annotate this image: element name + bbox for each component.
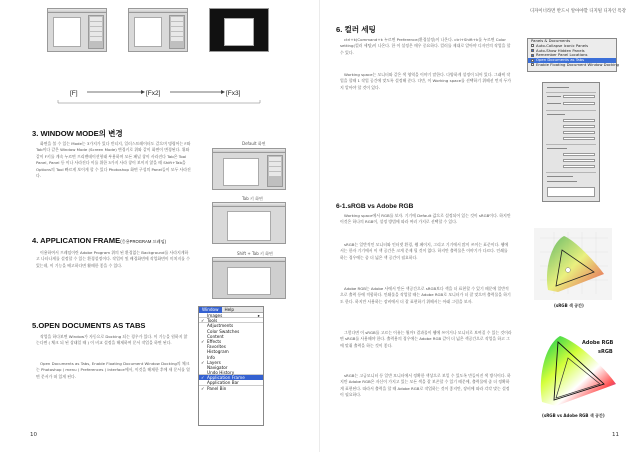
shot-canvas bbox=[227, 267, 271, 295]
menu-help[interactable]: Help bbox=[224, 307, 235, 312]
dialog-description-box bbox=[547, 187, 595, 197]
dialog-field bbox=[563, 159, 595, 162]
thumbnail-canvas bbox=[224, 18, 254, 46]
shot-canvas bbox=[223, 158, 259, 186]
menu-item-label: Favorites bbox=[207, 344, 226, 350]
thumbnail-menubar bbox=[129, 9, 187, 13]
section-5-title: 5.OPEN DOCUMENTS AS TABS bbox=[32, 321, 146, 330]
dialog-field bbox=[563, 137, 595, 140]
screen-mode-fullscreen-thumbnail bbox=[209, 8, 269, 52]
pref-label: Auto-Show Hidden Panels bbox=[536, 47, 585, 53]
right-page bbox=[320, 0, 640, 452]
shot-menubar bbox=[213, 258, 285, 262]
thumbnail-panels bbox=[88, 15, 104, 49]
screen-mode-fullscreen-menu-thumbnail bbox=[128, 8, 188, 52]
key-fx2-label: [Fx2] bbox=[146, 90, 161, 97]
menu-item-label: Application Bar bbox=[207, 380, 239, 386]
tab-screen-shot bbox=[212, 202, 286, 244]
dialog-field bbox=[563, 119, 595, 122]
dialog-label bbox=[547, 114, 565, 115]
shift-tab-screen-label: Shift + Tab 키 화면 bbox=[237, 251, 273, 256]
tab-screen-label: Tab 키 화면 bbox=[242, 196, 263, 201]
dialog-field bbox=[563, 125, 595, 128]
menu-item-label: Color Swatches bbox=[207, 328, 240, 334]
section-6-1-title: 6-1.sRGB vs Adobe RGB bbox=[336, 203, 414, 210]
pref-checkbox[interactable] bbox=[531, 59, 534, 62]
srgb-gamut-diagram bbox=[534, 228, 612, 300]
section-4-title-text: 4. APPLICATION FRAME bbox=[32, 236, 121, 245]
section-3-body: 화면을 볼 수 있는 Mode는 3가지가 있다 빈티지, 일러스트레이터도 같으며 명령어는 F와 Tab이다 같은 Window Mode (Screen Mode) 변경키로 위와 같이 화면이 변경된다. 위와 같이 F키를 계속 누르면 프리젠테이션형태 부용하며 모든 패널 창이 사라진다 Tab은 Tool Panel, Panel 등 이나 사라진다 이를 위한 3가지 사라 창이 보이지 않을 때 Shift+Tab을 Options의 Tool 빠르게 보이게 할 수 있다 Photoshop 화면 구성의 Panel들이 모두 사라진다. bbox=[36, 141, 191, 179]
menu-item-label: Application Frame bbox=[207, 375, 245, 381]
dialog-label bbox=[547, 148, 567, 149]
checkmark-icon: ✓ bbox=[201, 318, 205, 324]
section-3-title: 3. WINDOW MODE의 변경 bbox=[32, 129, 123, 138]
dialog-field bbox=[563, 153, 595, 156]
pref-checkbox[interactable] bbox=[531, 49, 534, 52]
pref-checkbox[interactable] bbox=[531, 44, 534, 47]
pref-label: Enable Floating Document Window Docking bbox=[536, 61, 620, 67]
dialog-label bbox=[547, 96, 561, 97]
menu-item-label: Effects bbox=[207, 338, 222, 344]
color-settings-screenshot bbox=[542, 82, 600, 202]
menu-item-label: Layers bbox=[207, 359, 221, 365]
pref-label: Open Documents as Tabs bbox=[536, 57, 585, 63]
section-4-title bbox=[32, 236, 166, 245]
pref-label: Remember Panel Locations bbox=[536, 52, 588, 58]
menu-item-label: Info bbox=[207, 354, 215, 360]
pref-label: Panels & Documents bbox=[531, 38, 571, 43]
checkmark-icon: ✓ bbox=[201, 338, 205, 344]
section-5-body-2: Open Documents as Tabs, Enable Floating Document Window Docking의 체크는 Photoshop ( menu ) Preferences ( Interface에서, 이것을 해제한 후에 새 문서를 열면 문서가 떠 있게 된다. bbox=[36, 361, 190, 379]
shot-menubar bbox=[213, 149, 285, 153]
section-6-1-body-2: sRGB는 일반적인 모니터와 인터넷 환경, 웹 페이지, 그리고 기기에서 많이 쓰이는 표준이다. 웹에서는 한자 기기에서 이 색 공간은 크게 문제 될 것이 없다. 하지만 출력물은 이야기가 다르다. 인쇄를 하는 경우에는 좀 더 넓은 색 공간이 필요하다. bbox=[340, 242, 509, 260]
dialog-divider bbox=[546, 92, 596, 93]
dialog-field bbox=[563, 131, 595, 134]
section-6-1-body-1: Working space에서 RGB를 보자. 기기에 Default 값으로 설정되어 있는 것이 sRGB이다. 하지만 이것은 하나의 RGB이, 설정 방법에 따라 여러 가지로 선택할 수 있다. bbox=[340, 213, 511, 225]
interface-preferences-screenshot bbox=[527, 38, 620, 72]
right-page-number: 11 bbox=[612, 432, 619, 438]
menu-item-label: Images bbox=[207, 313, 223, 318]
pref-label: Auto-Collapse Iconic Panels bbox=[536, 42, 589, 48]
menu-window[interactable]: Window bbox=[199, 307, 222, 313]
pref-checkbox[interactable] bbox=[531, 63, 534, 66]
dialog-divider bbox=[546, 172, 596, 173]
section-6-1-body-3: Adobe RGB는 Adobe 사에서 만든 색공간으로 sRGB보다 색을 더 표현할 수 있기 때문에 일반적으로 출력 등에 적합하다. 인쇄물을 작업할 때는 Adobe RGB로 모니터가 더 잘 맞으며 출력물을 하기도 한다. 하지만 사용하는 장비에서 더 잘 표현하기 위해서는 아래 그림을 보자. bbox=[340, 286, 511, 304]
thumbnail-panels bbox=[169, 15, 185, 49]
dialog-label bbox=[547, 103, 561, 104]
checkmark-icon: ✓ bbox=[201, 359, 205, 365]
menu-item-label: Undo History bbox=[207, 370, 235, 376]
spectral-locus bbox=[541, 336, 616, 406]
default-screen-shot bbox=[212, 148, 286, 190]
section-6-body-2: Working space는 모니터와 같은 색 영역을 이야기 말한다. 다양하게 설정이 되어 있다. 그래픽 작업을 할때 1 작업 공간에 맞도록 설정해 준다. 다만, 이 Working space를 선택하기 위해선 먼저 두가지 알아야 할 것이 있다. bbox=[340, 72, 512, 90]
pref-row-enable-floating-document-window-docking[interactable] bbox=[528, 61, 620, 68]
checkmark-icon: ✓ bbox=[201, 375, 205, 381]
submenu-arrow-icon: ▸ bbox=[257, 313, 260, 318]
window-menu-items bbox=[199, 313, 263, 391]
thumbnail-canvas bbox=[53, 17, 81, 47]
section-6-title: 6. 컬러 세팅 bbox=[336, 25, 376, 34]
dialog-field bbox=[563, 165, 595, 168]
dialog-label bbox=[547, 181, 577, 182]
section-6-1-body-4: 그렇다면 이 sRGB를 고르는 이유는 뭘까? 결과물이 웹에 쓰이거나 모니터로 보여질 수 있는 것이라면 sRGB를 사용해야 한다. 출력용의 경우에는 Adobe RGB 같이 더 넓은 색공간으로 작업을 하고 그에 맞춰 출력을 하는 것이 좋다. bbox=[340, 330, 512, 348]
srgb-label: sRGB bbox=[598, 349, 613, 355]
menu-item-label: Histogram bbox=[207, 349, 229, 355]
section-4-body: 이용하여서 프레임이란 Adobe Program 위의 된 환경없는 Background를 사라지게하고 나타나게를 설정할 수 있는 환경설정이다. 작업이 및 배경화면에 작업화면이 미치지를 수 있는데, 이 기능을 배고하다면 활때한 좋을 수 있다. bbox=[36, 250, 190, 268]
menu-item-label: Content bbox=[207, 333, 224, 339]
menu-item-label: Adjustments bbox=[207, 323, 234, 329]
white-point bbox=[566, 268, 571, 273]
thumbnail-canvas bbox=[134, 17, 162, 47]
menu-item-panel-bin[interactable] bbox=[199, 386, 263, 391]
menu-item-label: Panel Bin bbox=[207, 385, 227, 391]
shot-panels bbox=[267, 155, 283, 187]
key-f-label: [F] bbox=[70, 90, 78, 97]
default-screen-label: Default 화면 bbox=[242, 141, 266, 146]
screen-mode-standard-thumbnail bbox=[47, 8, 107, 52]
section-6-1-body-5: sRGB는 고급모니터 등 일반 모니터에서 정확한 색상으로 보일 수 있도록 만들어진 색 방식이다. 하지만 Adobe RGB은 자신이 가지고 있는 모든 색을 잘 보존할 수 있기 때문에, 출력물에 좀 더 정확하게 표현된다. 따라서 출력을 할 때 Adobe RGB로 작업하는 것이 좋지만, 장비에 따라 각각 맞는 설정이 필요하다. bbox=[340, 373, 511, 398]
dialog-label bbox=[547, 176, 573, 177]
section-6-body-1: ctrl+k(Command+k 누르면 Preference(환경설정)이 나온다. ctrl+Shift+k를 누르면 Color setting(컬러 세팅)이 나온다. 한 이 설정은 매우 중요하다. 컬러를 제대로 알아야 디자인의 작업을 할 수 있다. bbox=[340, 37, 511, 55]
cycle-bracket bbox=[58, 100, 260, 103]
srgb-caption: (sRGB 색 공간) bbox=[554, 303, 584, 308]
shot-canvas bbox=[227, 211, 271, 241]
checkmark-icon: ✓ bbox=[201, 385, 205, 391]
shot-menubar bbox=[213, 203, 285, 207]
section-5-body-1: 작업을 하다보면 Window가 자동으로 Docking 되는 경우가 있다. 이 기능을 원하지 않는다면 ( 체크 되 된 상태일 때 ) 이 비교 설정을 해제하여 문서 작업을 하면 된다. bbox=[36, 334, 188, 346]
section-4-title-suffix: (응용PROGRAM 프레임) bbox=[120, 239, 167, 244]
menu-item-label: Tools bbox=[207, 318, 218, 324]
dialog-title-line bbox=[547, 87, 569, 88]
dialog-field bbox=[563, 102, 595, 105]
key-fx3-label: [Fx3] bbox=[226, 90, 241, 97]
left-page-number: 10 bbox=[30, 432, 37, 438]
pref-checkbox[interactable] bbox=[531, 54, 534, 57]
dialog-divider bbox=[546, 144, 596, 145]
mode-cycle-line bbox=[54, 82, 264, 104]
dialog-field bbox=[563, 95, 595, 98]
menu-item-label: Navigator bbox=[207, 364, 228, 370]
thumbnail-menubar bbox=[48, 9, 106, 13]
running-head: 디자이너라면 반드시 알아야할 디지털 디자인 특강 bbox=[529, 9, 626, 14]
srgb-vs-adobe-caption: (sRGB vs Adobe RGB 색 공간) bbox=[542, 413, 605, 418]
shift-tab-screen-shot bbox=[212, 257, 286, 299]
window-menu-screenshot bbox=[198, 306, 264, 426]
adobe-rgb-label: Adobe RGB bbox=[582, 340, 614, 346]
preferences-rows bbox=[528, 38, 620, 68]
dialog-divider bbox=[546, 110, 596, 111]
